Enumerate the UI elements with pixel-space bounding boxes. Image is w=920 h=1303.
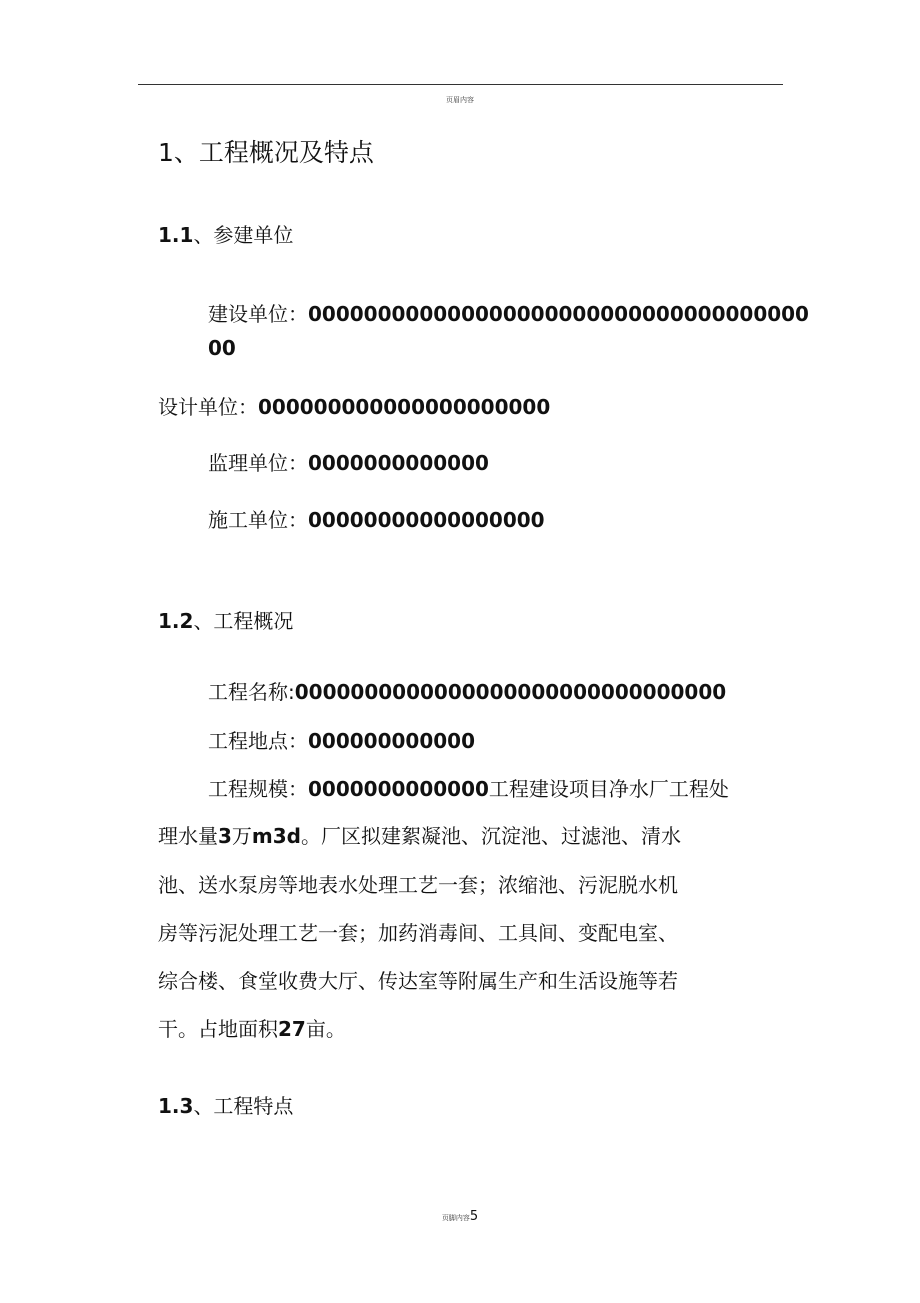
subsection-heading-1-3 [158,1090,293,1119]
field-design-unit [158,391,550,420]
scale-paragraph-line: 综合楼、食堂收费大厅、传达室等附属生产和生活设施等若 [158,969,678,993]
field-supervision-unit [208,447,489,476]
field-label: 施工单位： [208,508,308,532]
field-project-name [208,676,726,705]
field-label: 建设单位： [208,302,308,326]
subsection-title: 、工程概况 [193,609,294,633]
text-run: 万 [231,824,252,848]
header-divider [138,84,783,85]
field-value: 000000000000000000000000000000000000 [308,302,809,326]
field-value: 000000000000000000000 [258,395,551,419]
field-construction-unit-cont [208,336,236,360]
field-project-location [208,725,475,754]
text-run-bold: m3d [251,824,301,848]
subsection-title: 、工程特点 [193,1094,294,1118]
subsection-number: 1.1 [158,223,194,247]
scale-text: 工程建设项目净水厂工程处 [488,777,729,801]
subsection-heading-1-1 [158,219,293,248]
field-label: 工程地点： [208,729,308,753]
page-footer [0,1205,920,1224]
subsection-number: 1.3 [158,1094,194,1118]
scale-paragraph-line: 池、送水泵房等地表水处理工艺一套；浓缩池、污泥脱水机 [158,873,678,897]
field-value: 00 [208,336,236,360]
page-header: 页眉内容 [446,96,474,104]
field-label: 工程名称: [208,680,295,704]
field-value: 000000000000 [308,729,475,753]
subsection-title: 、参建单位 [193,223,294,247]
field-value: 0000000000000000000000000000000 [294,680,727,704]
subsection-number: 1.2 [158,609,194,633]
field-contractor-unit [208,504,545,533]
text-run: 理水量 [158,824,218,848]
section-title: 1、工程概况及特点 [158,138,374,167]
text-run: 。厂区拟建絮凝池、沉淀池、过滤池、清水 [301,824,681,848]
scale-paragraph-line: 房等污泥处理工艺一套；加药消毒间、工具间、变配电室、 [158,921,678,945]
field-value: 0000000000000 [308,451,489,475]
scale-paragraph-line [158,1013,346,1042]
field-label: 工程规模： [208,777,308,801]
text-run-bold: 27 [278,1017,306,1041]
text-run: 亩。 [305,1017,346,1041]
field-value: 00000000000000000 [308,508,545,532]
field-project-scale [208,773,729,802]
field-construction-unit [208,298,809,327]
subsection-heading-1-2 [158,605,293,634]
text-run-bold: 3 [218,824,232,848]
field-label: 设计单位： [158,395,258,419]
field-label: 监理单位： [208,451,308,475]
page-number: 5 [469,1209,479,1224]
footer-text: 页脚内容 [441,1214,470,1222]
scale-paragraph-line [158,820,681,849]
text-run: 干。占地面积 [158,1017,278,1041]
field-value: 0000000000000 [308,777,489,801]
